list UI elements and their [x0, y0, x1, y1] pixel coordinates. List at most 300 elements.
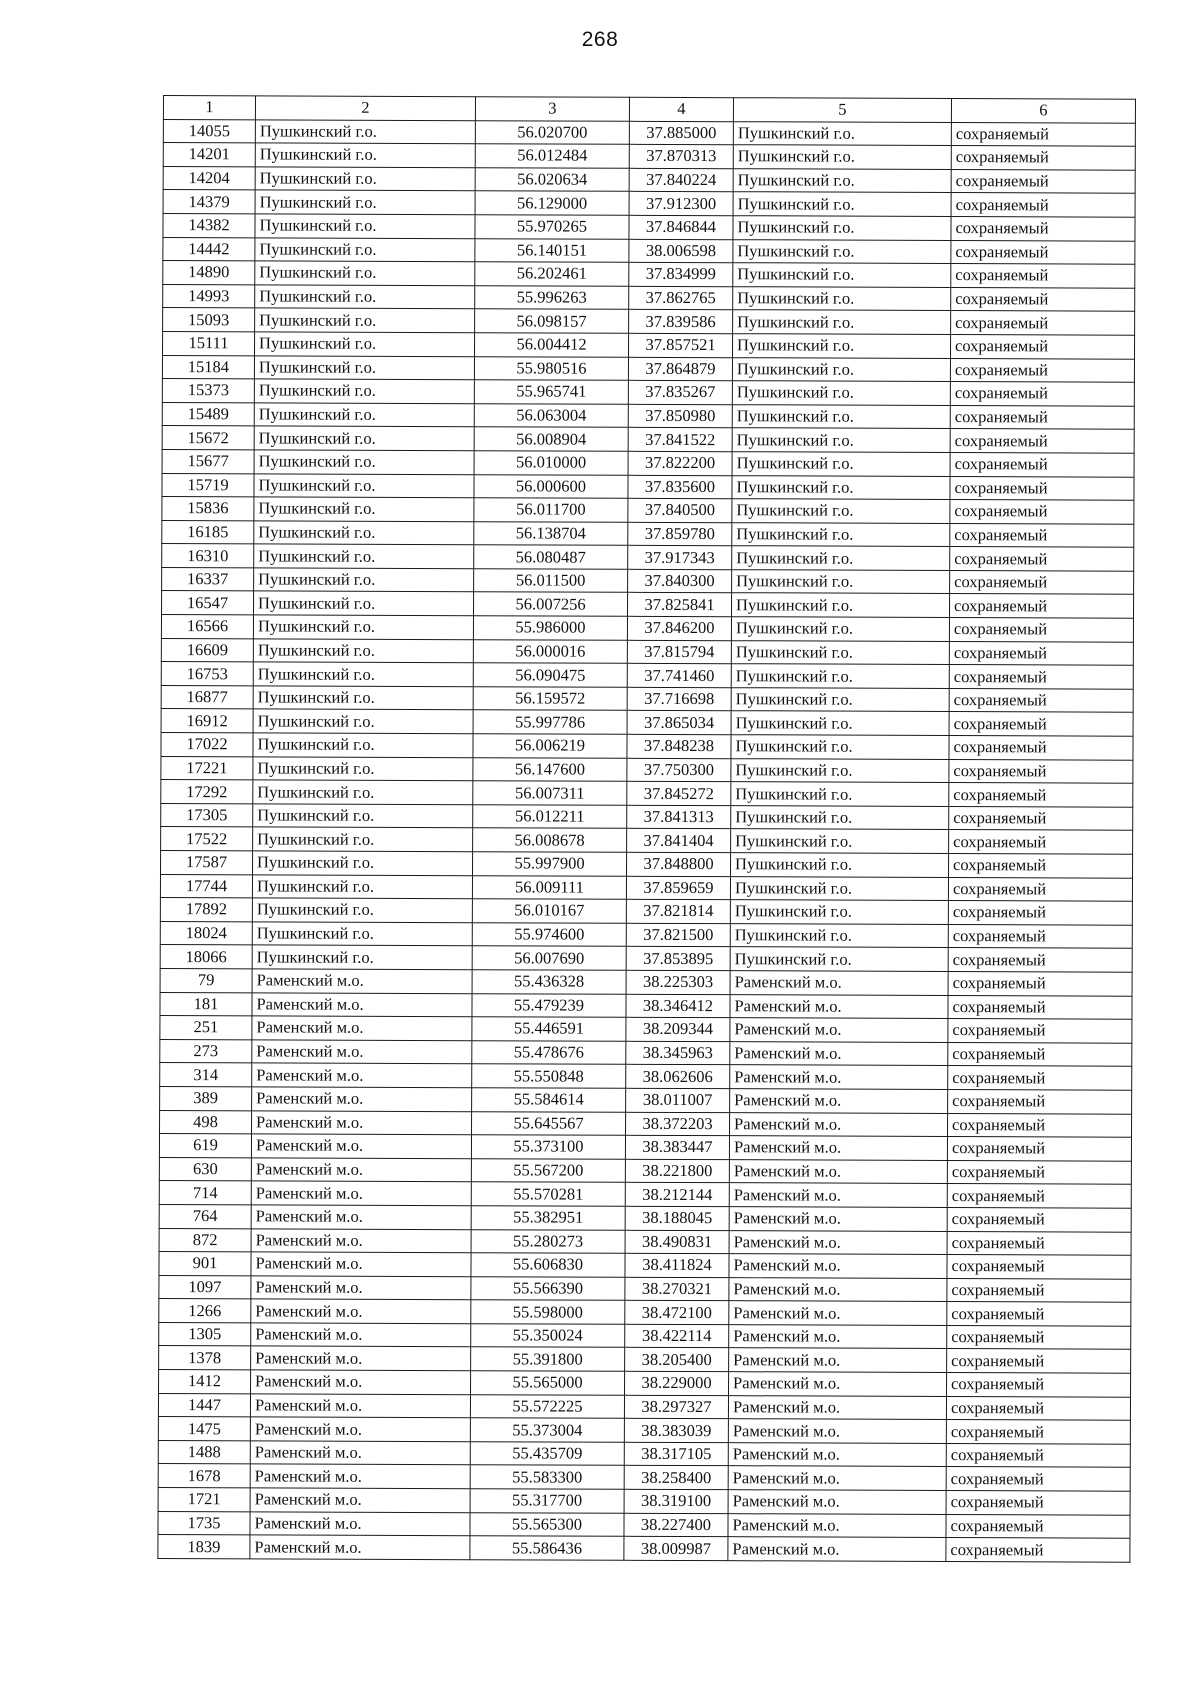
cell-latitude: 55.997786: [473, 710, 627, 734]
cell-status: сохраняемый: [951, 193, 1135, 217]
cell-municipality: Раменский м.о.: [251, 1228, 471, 1252]
registry-table: [157, 95, 1136, 1563]
cell-longitude: 37.741460: [627, 664, 731, 688]
cell-longitude: 38.209344: [626, 1017, 730, 1041]
cell-object-number: 1378: [159, 1346, 251, 1370]
cell-object-number: 619: [159, 1134, 251, 1158]
cell-longitude: 38.383039: [624, 1419, 728, 1443]
cell-longitude: 38.372203: [626, 1112, 730, 1136]
cell-object-number: 14993: [163, 284, 255, 308]
cell-object-number: 1721: [158, 1488, 250, 1512]
cell-longitude: 37.846200: [627, 616, 731, 640]
table-row: [160, 992, 1132, 1019]
cell-municipality: Пушкинский г.о.: [253, 851, 473, 875]
cell-latitude: 55.317700: [470, 1489, 624, 1513]
cell-status: сохраняемый: [951, 146, 1135, 170]
cell-longitude: 38.411824: [625, 1253, 729, 1277]
table-row: [159, 1181, 1131, 1208]
cell-municipality: Пушкинский г.о.: [253, 733, 473, 757]
cell-status: сохраняемый: [949, 618, 1133, 642]
cell-longitude: 38.188045: [625, 1206, 729, 1230]
table-row: [159, 1370, 1131, 1397]
cell-object-number: 1488: [158, 1440, 250, 1464]
cell-status: сохраняемый: [950, 452, 1134, 476]
cell-latitude: 55.583300: [470, 1465, 624, 1489]
cell-latitude: 55.565300: [470, 1512, 624, 1536]
cell-status: сохраняемый: [951, 216, 1135, 240]
table-row: [161, 685, 1133, 712]
cell-latitude: 56.012211: [473, 805, 627, 829]
cell-longitude: 37.865034: [627, 711, 731, 735]
cell-status: сохраняемый: [946, 1467, 1130, 1491]
table-row: [161, 638, 1133, 665]
cell-municipality: Раменский м.о.: [251, 1346, 471, 1370]
cell-status: сохраняемый: [948, 877, 1132, 901]
cell-longitude: 37.870313: [629, 144, 733, 168]
cell-location-municipality: Раменский м.о.: [729, 1277, 947, 1301]
cell-latitude: 55.606830: [471, 1253, 625, 1277]
cell-longitude: 37.845272: [627, 782, 731, 806]
cell-location-municipality: Пушкинский г.о.: [733, 168, 951, 192]
cell-municipality: Пушкинский г.о.: [253, 827, 473, 851]
cell-longitude: 37.864879: [628, 357, 732, 381]
cell-status: сохраняемый: [951, 311, 1135, 335]
cell-location-municipality: Раменский м.о.: [730, 994, 948, 1018]
table-row: [158, 1535, 1130, 1562]
cell-object-number: 15672: [162, 426, 254, 450]
cell-object-number: 17744: [160, 874, 252, 898]
cell-longitude: 37.821814: [626, 899, 730, 923]
cell-status: сохраняемый: [947, 1184, 1131, 1208]
cell-object-number: 15111: [163, 331, 255, 355]
table-row: [162, 355, 1134, 382]
cell-location-municipality: Пушкинский г.о.: [733, 263, 951, 287]
table-row: [161, 615, 1133, 642]
cell-status: сохраняемый: [948, 971, 1132, 995]
cell-municipality: Пушкинский г.о.: [255, 119, 475, 143]
cell-object-number: 16566: [161, 615, 253, 639]
cell-location-municipality: Раменский м.о.: [728, 1419, 946, 1443]
cell-object-number: 1447: [158, 1393, 250, 1417]
cell-status: сохраняемый: [947, 1325, 1131, 1349]
cell-status: сохраняемый: [950, 358, 1134, 382]
table-row: [159, 1299, 1131, 1326]
table-row: [162, 449, 1134, 476]
cell-latitude: 55.567200: [471, 1158, 625, 1182]
cell-latitude: 55.373004: [470, 1418, 624, 1442]
cell-location-municipality: Пушкинский г.о.: [732, 428, 950, 452]
table-row: [162, 591, 1134, 618]
cell-location-municipality: Пушкинский г.о.: [731, 664, 949, 688]
cell-municipality: Раменский м.о.: [251, 1158, 471, 1182]
cell-longitude: 37.825841: [628, 593, 732, 617]
cell-latitude: 55.974600: [472, 922, 626, 946]
cell-location-municipality: Пушкинский г.о.: [731, 758, 949, 782]
cell-longitude: 38.221800: [625, 1159, 729, 1183]
cell-object-number: 15719: [162, 473, 254, 497]
cell-latitude: 56.004412: [474, 333, 628, 357]
cell-municipality: Пушкинский г.о.: [252, 922, 472, 946]
cell-municipality: Пушкинский г.о.: [254, 591, 474, 615]
cell-status: сохраняемый: [949, 783, 1133, 807]
cell-status: сохраняемый: [948, 1089, 1132, 1113]
cell-latitude: 56.159572: [473, 687, 627, 711]
cell-location-municipality: Пушкинский г.о.: [733, 145, 951, 169]
table-row: [162, 473, 1134, 500]
cell-location-municipality: Пушкинский г.о.: [730, 900, 948, 924]
cell-municipality: Пушкинский г.о.: [255, 285, 475, 309]
cell-latitude: 55.350024: [471, 1324, 625, 1348]
cell-longitude: 38.062606: [626, 1065, 730, 1089]
cell-longitude: 38.345963: [626, 1041, 730, 1065]
cell-longitude: 38.205400: [625, 1348, 729, 1372]
cell-object-number: 1305: [159, 1322, 251, 1346]
cell-latitude: 55.436328: [472, 970, 626, 994]
cell-latitude: 55.373100: [471, 1135, 625, 1159]
cell-municipality: Раменский м.о.: [251, 1370, 471, 1394]
cell-object-number: 15489: [162, 402, 254, 426]
cell-object-number: 1097: [159, 1275, 251, 1299]
cell-object-number: 872: [159, 1228, 251, 1252]
cell-longitude: 38.472100: [625, 1301, 729, 1325]
table-row: [161, 733, 1133, 760]
cell-municipality: Пушкинский г.о.: [255, 190, 475, 214]
column-header: 1: [163, 96, 255, 120]
cell-location-municipality: Пушкинский г.о.: [733, 310, 951, 334]
table-row: [161, 756, 1133, 783]
cell-status: сохраняемый: [949, 736, 1133, 760]
table-row: [158, 1440, 1130, 1467]
cell-status: сохраняемый: [950, 547, 1134, 571]
cell-object-number: 14055: [163, 119, 255, 143]
cell-location-municipality: Раменский м.о.: [729, 1325, 947, 1349]
cell-municipality: Пушкинский г.о.: [253, 804, 473, 828]
cell-status: сохраняемый: [946, 1443, 1130, 1467]
cell-longitude: 37.840224: [629, 168, 733, 192]
table-row: [163, 237, 1135, 264]
cell-municipality: Раменский м.о.: [252, 1040, 472, 1064]
cell-longitude: 38.011007: [626, 1088, 730, 1112]
cell-status: сохраняемый: [950, 523, 1134, 547]
cell-location-municipality: Раменский м.о.: [730, 1065, 948, 1089]
cell-location-municipality: Пушкинский г.о.: [731, 782, 949, 806]
cell-latitude: 56.009111: [472, 875, 626, 899]
cell-municipality: Пушкинский г.о.: [254, 379, 474, 403]
cell-status: сохраняемый: [949, 641, 1133, 665]
cell-longitude: 38.317105: [624, 1442, 728, 1466]
cell-longitude: 37.859780: [628, 522, 732, 546]
cell-latitude: 56.011500: [474, 569, 628, 593]
cell-location-municipality: Пушкинский г.о.: [732, 570, 950, 594]
cell-municipality: Раменский м.о.: [251, 1252, 471, 1276]
cell-location-municipality: Раменский м.о.: [728, 1443, 946, 1467]
cell-longitude: 38.297327: [624, 1395, 728, 1419]
cell-municipality: Пушкинский г.о.: [254, 497, 474, 521]
cell-latitude: 55.566390: [471, 1276, 625, 1300]
cell-location-municipality: Пушкинский г.о.: [730, 876, 948, 900]
cell-status: сохраняемый: [947, 1231, 1131, 1255]
cell-municipality: Раменский м.о.: [251, 1276, 471, 1300]
table-row: [158, 1417, 1130, 1444]
cell-municipality: Пушкинский г.о.: [252, 945, 472, 969]
cell-longitude: 37.750300: [627, 758, 731, 782]
cell-latitude: 56.008678: [473, 828, 627, 852]
table-row: [161, 850, 1133, 877]
table-row: [159, 1322, 1131, 1349]
cell-status: сохраняемый: [947, 1137, 1131, 1161]
cell-latitude: 56.090475: [473, 663, 627, 687]
table-row: [160, 968, 1132, 995]
cell-location-municipality: Пушкинский г.о.: [733, 121, 951, 145]
cell-longitude: 38.490831: [625, 1230, 729, 1254]
cell-status: сохраняемый: [950, 570, 1134, 594]
cell-status: сохраняемый: [950, 500, 1134, 524]
cell-location-municipality: Пушкинский г.о.: [732, 499, 950, 523]
page-number: 268: [581, 28, 619, 51]
column-header: 6: [951, 99, 1135, 123]
cell-municipality: Раменский м.о.: [250, 1488, 470, 1512]
table-row: [160, 1086, 1132, 1113]
cell-latitude: 55.645567: [472, 1111, 626, 1135]
cell-status: сохраняемый: [948, 995, 1132, 1019]
cell-municipality: Пушкинский г.о.: [254, 544, 474, 568]
cell-longitude: 37.835600: [628, 475, 732, 499]
cell-longitude: 38.212144: [625, 1183, 729, 1207]
cell-municipality: Раменский м.о.: [250, 1464, 470, 1488]
cell-longitude: 38.258400: [624, 1466, 728, 1490]
cell-longitude: 37.859659: [626, 876, 730, 900]
cell-municipality: Раменский м.о.: [251, 1181, 471, 1205]
cell-location-municipality: Пушкинский г.о.: [732, 546, 950, 570]
cell-object-number: 14201: [163, 143, 255, 167]
cell-latitude: 55.280273: [471, 1229, 625, 1253]
cell-status: сохраняемый: [947, 1373, 1131, 1397]
cell-status: сохраняемый: [951, 169, 1135, 193]
table-row: [163, 331, 1135, 358]
table-row: [161, 827, 1133, 854]
cell-object-number: 79: [160, 968, 252, 992]
table-row: [160, 874, 1132, 901]
table-row: [160, 945, 1132, 972]
cell-latitude: 56.011700: [474, 498, 628, 522]
cell-object-number: 16753: [161, 662, 253, 686]
cell-municipality: Раменский м.о.: [251, 1323, 471, 1347]
cell-object-number: 16337: [162, 567, 254, 591]
cell-longitude: 37.848238: [627, 734, 731, 758]
cell-location-municipality: Пушкинский г.о.: [732, 593, 950, 617]
cell-municipality: Пушкинский г.о.: [254, 521, 474, 545]
cell-latitude: 55.570281: [471, 1182, 625, 1206]
table-row: [163, 143, 1135, 170]
table-row: [159, 1157, 1131, 1184]
table-row: [163, 119, 1135, 146]
cell-longitude: 37.912300: [629, 192, 733, 216]
cell-longitude: 37.821500: [626, 923, 730, 947]
cell-municipality: Пушкинский г.о.: [255, 167, 475, 191]
table-row: [163, 284, 1135, 311]
cell-latitude: 56.000600: [474, 474, 628, 498]
cell-latitude: 56.063004: [474, 403, 628, 427]
cell-object-number: 16185: [162, 520, 254, 544]
cell-latitude: 55.572225: [470, 1394, 624, 1418]
cell-location-municipality: Пушкинский г.о.: [731, 640, 949, 664]
cell-municipality: Раменский м.о.: [250, 1394, 470, 1418]
cell-longitude: 37.815794: [627, 640, 731, 664]
cell-longitude: 37.840300: [628, 569, 732, 593]
cell-longitude: 37.857521: [628, 333, 732, 357]
cell-object-number: 714: [159, 1181, 251, 1205]
cell-latitude: 56.098157: [475, 309, 629, 333]
cell-object-number: 181: [160, 992, 252, 1016]
cell-longitude: 37.835267: [628, 380, 732, 404]
table-row: [158, 1464, 1130, 1491]
cell-object-number: 18066: [160, 945, 252, 969]
cell-municipality: Пушкинский г.о.: [253, 639, 473, 663]
cell-municipality: Пушкинский г.о.: [254, 473, 474, 497]
cell-location-municipality: Раменский м.о.: [729, 1207, 947, 1231]
table-row: [159, 1275, 1131, 1302]
cell-municipality: Пушкинский г.о.: [253, 662, 473, 686]
cell-location-municipality: Пушкинский г.о.: [733, 192, 951, 216]
cell-location-municipality: Раменский м.о.: [728, 1395, 946, 1419]
cell-location-municipality: Пушкинский г.о.: [731, 853, 949, 877]
column-header: 4: [629, 97, 733, 121]
cell-object-number: 15677: [162, 449, 254, 473]
cell-status: сохраняемый: [948, 948, 1132, 972]
cell-longitude: 37.834999: [629, 262, 733, 286]
cell-location-municipality: Раменский м.о.: [729, 1348, 947, 1372]
cell-latitude: 56.006219: [473, 734, 627, 758]
cell-status: сохраняемый: [946, 1396, 1130, 1420]
cell-longitude: 37.885000: [629, 121, 733, 145]
cell-location-municipality: Пушкинский г.о.: [730, 923, 948, 947]
cell-latitude: 55.598000: [471, 1300, 625, 1324]
cell-longitude: 37.917343: [628, 546, 732, 570]
cell-longitude: 37.862765: [629, 286, 733, 310]
cell-municipality: Раменский м.о.: [251, 1134, 471, 1158]
table-row: [159, 1228, 1131, 1255]
cell-object-number: 17522: [161, 827, 253, 851]
cell-status: сохраняемый: [950, 405, 1134, 429]
cell-municipality: Пушкинский г.о.: [255, 332, 475, 356]
cell-latitude: 56.202461: [475, 262, 629, 286]
cell-location-municipality: Раменский м.о.: [730, 1112, 948, 1136]
cell-object-number: 16547: [162, 591, 254, 615]
cell-status: сохраняемый: [948, 1113, 1132, 1137]
cell-latitude: 56.147600: [473, 757, 627, 781]
cell-municipality: Раменский м.о.: [250, 1535, 470, 1559]
table-row: [162, 544, 1134, 571]
cell-object-number: 273: [160, 1039, 252, 1063]
cell-latitude: 56.020700: [475, 120, 629, 144]
cell-municipality: Раменский м.о.: [252, 1016, 472, 1040]
cell-latitude: 55.996263: [475, 285, 629, 309]
cell-longitude: 37.841522: [628, 428, 732, 452]
cell-location-municipality: Пушкинский г.о.: [732, 522, 950, 546]
cell-municipality: Пушкинский г.о.: [253, 709, 473, 733]
cell-object-number: 1839: [158, 1535, 250, 1559]
table-row: [160, 1063, 1132, 1090]
cell-longitude: 37.841313: [627, 805, 731, 829]
cell-latitude: 56.010000: [474, 451, 628, 475]
cell-object-number: 16310: [162, 544, 254, 568]
cell-object-number: 1475: [158, 1417, 250, 1441]
cell-municipality: Раменский м.о.: [252, 1110, 472, 1134]
cell-latitude: 56.010167: [472, 899, 626, 923]
cell-location-municipality: Раменский м.о.: [729, 1301, 947, 1325]
cell-municipality: Пушкинский г.о.: [254, 403, 474, 427]
cell-location-municipality: Раменский м.о.: [728, 1537, 946, 1561]
table-row: [159, 1204, 1131, 1231]
cell-location-municipality: Пушкинский г.о.: [730, 947, 948, 971]
cell-status: сохраняемый: [947, 1278, 1131, 1302]
cell-location-municipality: Пушкинский г.о.: [732, 357, 950, 381]
cell-location-municipality: Пушкинский г.о.: [732, 404, 950, 428]
cell-municipality: Пушкинский г.о.: [255, 237, 475, 261]
cell-object-number: 314: [160, 1063, 252, 1087]
cell-municipality: Пушкинский г.о.: [255, 143, 475, 167]
cell-longitude: 37.846844: [629, 215, 733, 239]
cell-municipality: Пушкинский г.о.: [253, 756, 473, 780]
cell-municipality: Раменский м.о.: [252, 969, 472, 993]
cell-object-number: 17305: [161, 803, 253, 827]
cell-status: сохраняемый: [946, 1491, 1130, 1515]
table-row: [162, 379, 1134, 406]
cell-location-municipality: Пушкинский г.о.: [733, 239, 951, 263]
cell-location-municipality: Пушкинский г.о.: [731, 735, 949, 759]
cell-object-number: 14204: [163, 166, 255, 190]
cell-location-municipality: Раменский м.о.: [730, 1089, 948, 1113]
table-row: [159, 1134, 1131, 1161]
cell-latitude: 56.080487: [474, 545, 628, 569]
cell-latitude: 56.007256: [474, 592, 628, 616]
cell-latitude: 55.565000: [471, 1371, 625, 1395]
table-row: [161, 662, 1133, 689]
cell-location-municipality: Раменский м.о.: [729, 1183, 947, 1207]
cell-latitude: 56.140151: [475, 238, 629, 262]
cell-longitude: 37.848800: [627, 852, 731, 876]
cell-object-number: 14442: [163, 237, 255, 261]
cell-object-number: 764: [159, 1204, 251, 1228]
cell-location-municipality: Раменский м.о.: [729, 1372, 947, 1396]
cell-longitude: 38.319100: [624, 1489, 728, 1513]
cell-object-number: 16877: [161, 685, 253, 709]
cell-status: сохраняемый: [948, 1066, 1132, 1090]
cell-latitude: 55.997900: [473, 852, 627, 876]
table-row: [160, 898, 1132, 925]
cell-status: сохраняемый: [948, 901, 1132, 925]
table-row: [160, 921, 1132, 948]
cell-location-municipality: Раменский м.о.: [728, 1513, 946, 1537]
cell-object-number: 1678: [158, 1464, 250, 1488]
cell-location-municipality: Раменский м.о.: [728, 1466, 946, 1490]
cell-latitude: 56.012484: [475, 144, 629, 168]
cell-municipality: Пушкинский г.о.: [254, 426, 474, 450]
cell-object-number: 498: [160, 1110, 252, 1134]
cell-status: сохраняемый: [951, 122, 1135, 146]
cell-latitude: 55.586436: [470, 1536, 624, 1560]
cell-object-number: 14379: [163, 190, 255, 214]
cell-latitude: 55.382951: [471, 1206, 625, 1230]
table-row: [161, 780, 1133, 807]
cell-latitude: 56.007690: [472, 946, 626, 970]
cell-status: сохраняемый: [949, 712, 1133, 736]
cell-location-municipality: Пушкинский г.о.: [731, 805, 949, 829]
cell-longitude: 38.227400: [624, 1513, 728, 1537]
cell-object-number: 1412: [159, 1370, 251, 1394]
cell-location-municipality: Пушкинский г.о.: [731, 617, 949, 641]
column-header: 5: [733, 98, 951, 122]
